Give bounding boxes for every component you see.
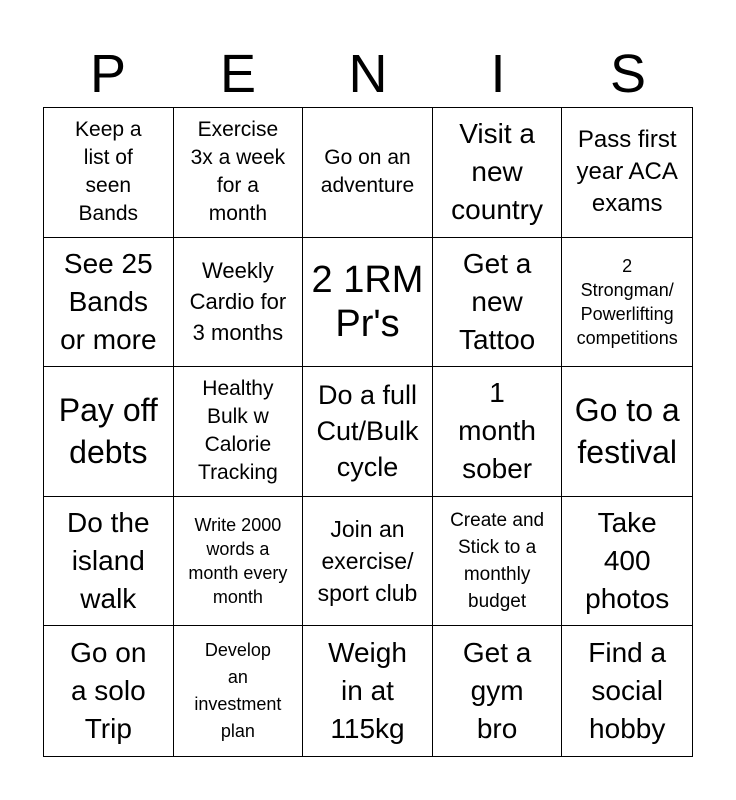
bingo-cell[interactable]: Weekly Cardio for 3 months (174, 238, 304, 368)
bingo-cell[interactable]: Develop an investment plan (174, 626, 304, 756)
bingo-cell[interactable]: Take 400 photos (562, 497, 692, 627)
bingo-cell[interactable]: 1 month sober (433, 367, 563, 497)
bingo-cell[interactable]: Get a gym bro (433, 626, 563, 756)
bingo-cell[interactable]: See 25 Bands or more (44, 238, 174, 368)
bingo-cell[interactable]: Pass first year ACA exams (562, 108, 692, 238)
bingo-grid (43, 107, 693, 757)
bingo-cell[interactable]: Do the island walk (44, 497, 174, 627)
bingo-cell[interactable]: Visit a new country (433, 108, 563, 238)
bingo-cell[interactable]: Healthy Bulk w Calorie Tracking (174, 367, 304, 497)
bingo-cell[interactable]: Pay off debts (44, 367, 174, 497)
bingo-cell[interactable]: Do a full Cut/Bulk cycle (303, 367, 433, 497)
bingo-cell[interactable]: Go on a solo Trip (44, 626, 174, 756)
bingo-cell[interactable]: Exercise 3x a week for a month (174, 108, 304, 238)
bingo-cell[interactable]: Get a new Tattoo (433, 238, 563, 368)
header-letter-p: P (89, 44, 127, 104)
bingo-cell[interactable]: Weigh in at 115kg (303, 626, 433, 756)
bingo-cell[interactable]: Go on an adventure (303, 108, 433, 238)
header-letter-n: N (348, 44, 388, 104)
bingo-header (43, 40, 693, 108)
bingo-cell[interactable]: 2 Strongman/ Powerlifting competitions (562, 238, 692, 368)
bingo-cell[interactable]: Go to a festival (562, 367, 692, 497)
bingo-cell[interactable]: Find a social hobby (588, 637, 667, 745)
bingo-cell[interactable]: Join an exercise/ sport club (303, 497, 433, 627)
bingo-cell[interactable]: 2 1RM Pr's (303, 238, 433, 368)
header-letter-s: S (609, 44, 647, 104)
bingo-cell[interactable]: Create and Stick to a monthly budget (433, 497, 563, 627)
header-letter-i: I (490, 44, 506, 104)
header-letter-e: E (219, 44, 257, 104)
bingo-cell[interactable]: Write 2000 words a month every month (174, 497, 304, 627)
bingo-cell[interactable]: Keep a list of seen Bands (44, 108, 174, 238)
